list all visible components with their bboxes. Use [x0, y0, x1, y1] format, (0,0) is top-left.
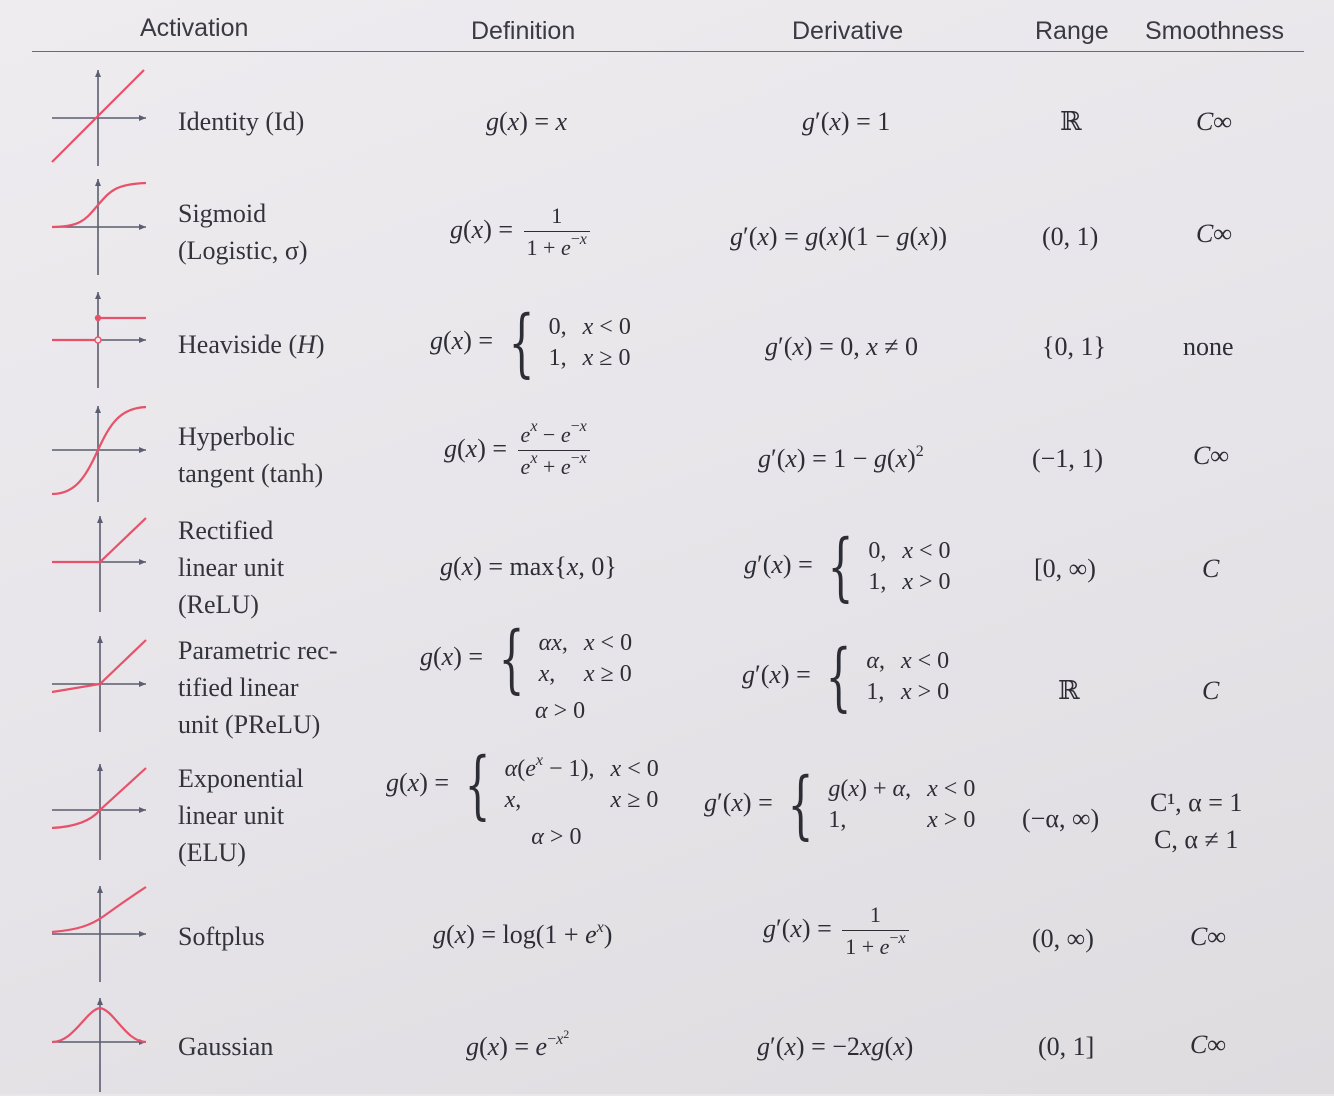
tanh-definition: g(x) = $\frac{e^x - e^{-x}}{e^x + e^{-x}}$: [444, 422, 594, 480]
relu-plot-icon: [46, 514, 152, 614]
elu-range: (−α, ∞): [1022, 804, 1100, 833]
softplus-definition: $g(x) = \log(1 + e^x)$: [433, 919, 613, 949]
prelu-name: Parametric rec- tified linear unit (PReLU): [178, 636, 338, 739]
heaviside-derivative: g′(x) = 0, x ≠ 0: [765, 332, 919, 361]
heaviside-smoothness: none: [1183, 332, 1234, 361]
heaviside-name: Heaviside (H): [178, 330, 325, 359]
softplus-smoothness: C∞: [1190, 922, 1226, 951]
identity-derivative: g′(x) = 1: [802, 107, 891, 136]
heaviside-range: {0, 1}: [1042, 332, 1106, 361]
gaussian-range: (0, 1]: [1038, 1032, 1095, 1061]
relu-definition: g(x) = max{x, 0}: [440, 552, 617, 581]
tanh-plot-icon: [46, 404, 152, 504]
elu-derivative: g′(x) = { g(x) + α, x < 0 1, x > 0: [704, 762, 976, 848]
gaussian-definition: $g(x) = e^{-x^2}$: [466, 1027, 570, 1061]
prelu-range: ℝ: [1058, 676, 1080, 705]
tanh-derivative: $g'(x) = 1 - g(x)^2$: [758, 443, 924, 473]
prelu-derivative: g′(x) = { α, x < 0 1, x > 0: [742, 634, 950, 720]
heaviside-definition: g(x) = { 0, x < 0 1, x ≥ 0: [430, 300, 631, 386]
header-definition: Definition: [471, 17, 576, 45]
softplus-name: Softplus: [178, 922, 265, 951]
header-derivative: Derivative: [792, 17, 904, 45]
relu-derivative: g′(x) = { 0, x < 0 1, x > 0: [744, 524, 951, 610]
identity-plot-icon: [46, 68, 152, 168]
header-range: Range: [1035, 17, 1109, 45]
identity-smoothness: C∞: [1196, 107, 1232, 136]
relu-name: Rectified linear unit (ReLU): [178, 516, 285, 619]
elu-name: Exponential linear unit (ELU): [178, 764, 304, 867]
relu-smoothness: C: [1202, 554, 1220, 583]
header-smoothness: Smoothness: [1145, 17, 1284, 45]
elu-definition: g(x) = { $\alpha(e^x - 1)$, x < 0 x, x ≥ 0 α > 0: [386, 742, 659, 850]
sigmoid-range: (0, 1): [1042, 222, 1099, 251]
identity-range: ℝ: [1060, 107, 1082, 136]
tanh-name: Hyperbolic tangent (tanh): [178, 422, 324, 488]
gaussian-name: Gaussian: [178, 1032, 274, 1061]
sigmoid-definition: g(x) = $\frac{1}{1 + e^{-x}}$: [450, 203, 594, 261]
sigmoid-derivative: g′(x) = g(x)(1 − g(x)): [730, 222, 947, 251]
elu-plot-icon: [46, 762, 152, 862]
identity-definition: g(x) = x: [486, 107, 568, 136]
tanh-smoothness: C∞: [1193, 441, 1229, 470]
softplus-plot-icon: [46, 884, 152, 984]
tanh-range: (−1, 1): [1032, 444, 1103, 473]
gaussian-derivative: g′(x) = −2xg(x): [757, 1032, 914, 1061]
sigmoid-name: Sigmoid (Logistic, σ): [178, 199, 308, 265]
softplus-range: (0, ∞): [1032, 924, 1094, 953]
header-activation: Activation: [140, 14, 249, 42]
relu-range: [0, ∞): [1034, 554, 1096, 583]
prelu-smoothness: C: [1202, 676, 1220, 705]
header-rule: [32, 51, 1304, 52]
gaussian-plot-icon: [46, 996, 152, 1096]
identity-name: Identity (Id): [178, 107, 305, 136]
elu-smoothness: C¹, α = 1 C, α ≠ 1: [1150, 788, 1243, 854]
sigmoid-plot-icon: [46, 177, 152, 277]
softplus-derivative: g′(x) = $\frac{1}{1 + e^{-x}}$: [763, 902, 913, 960]
gaussian-smoothness: C∞: [1190, 1030, 1226, 1059]
heaviside-plot-icon: [46, 290, 152, 390]
prelu-plot-icon: [46, 634, 152, 734]
sigmoid-smoothness: C∞: [1196, 219, 1232, 248]
prelu-definition: g(x) = { αx, x < 0 x, x ≥ 0 α > 0: [420, 616, 633, 724]
